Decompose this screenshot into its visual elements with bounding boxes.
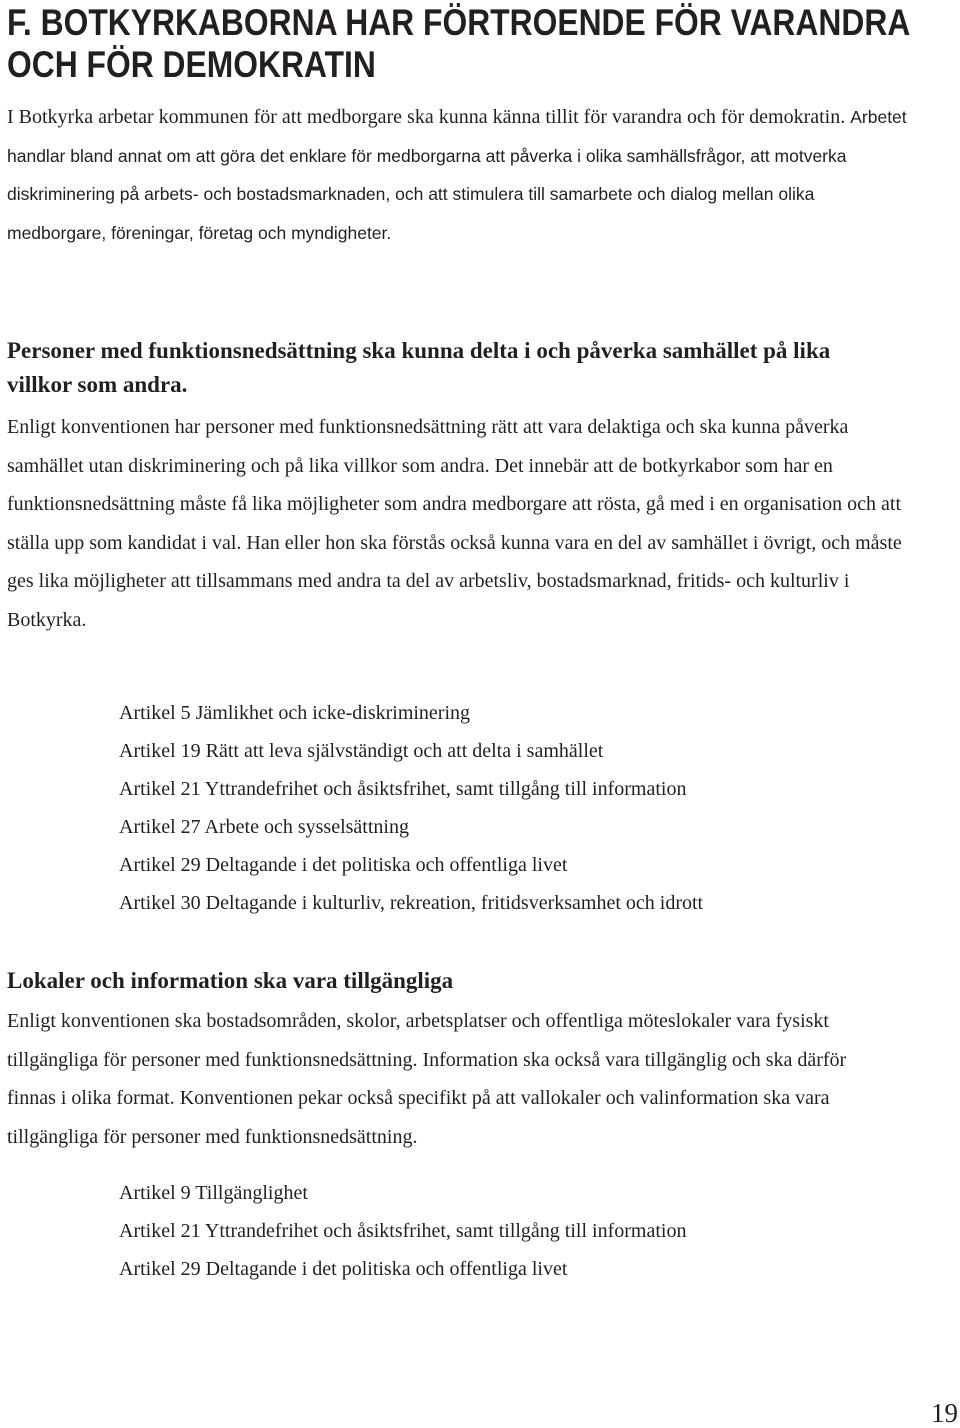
intro-paragraph [7, 98, 907, 252]
section1-article-list [119, 694, 703, 922]
list-item: Artikel 27 Arbete och sysselsättning [119, 816, 409, 838]
list-item: Artikel 9 Tillgänglighet [119, 1182, 308, 1204]
intro-rest: Arbetet handlar bland annat om att göra det enklare för medborgarna att påverka i olika samhällsfrågor, att motverka diskriminering på arbets- och bostadsmarknaden, och att stimulera till samarbete och dialog mellan olika medborgare, föreningar, företag och myndigheter. [7, 107, 907, 243]
page-title: F. BOTKYRKABORNA HAR FÖRTROENDE FÖR VARANDRA OCH FÖR DEMOKRATIN [7, 2, 910, 85]
list-item: Artikel 21 Yttrandefrihet och åsiktsfrihet, samt tillgång till information [119, 778, 687, 800]
intro-lead: I Botkyrka arbetar kommunen för att medborgare ska kunna känna tillit för varandra och för demokratin. [7, 106, 846, 128]
section2-body: Enligt konventionen ska bostadsområden, skolor, arbetsplatser och offentliga möteslokaler vara fysiskt tillgängliga för personer med funktionsnedsättning. Information ska också vara tillgänglig och ska därför finnas i olika format. Konventionen pekar också specifikt på att vallokaler och valinformation ska vara tillgängliga för personer med funktionsnedsättning. [7, 1010, 847, 1148]
list-item: Artikel 29 Deltagande i det politiska och offentliga livet [119, 1258, 568, 1280]
list-item: Artikel 29 Deltagande i det politiska och offentliga livet [119, 854, 568, 876]
list-item: Artikel 21 Yttrandefrihet och åsiktsfrihet, samt tillgång till information [119, 1220, 687, 1242]
list-item: Artikel 5 Jämlikhet och icke-diskriminering [119, 702, 471, 724]
list-item: Artikel 19 Rätt att leva självständigt och att delta i samhället [119, 740, 604, 762]
section1-body: Enligt konventionen har personer med funktionsnedsättning rätt att vara delaktiga och ska kunna påverka samhället utan diskriminering och på lika villkor som andra. Det innebär att de botkyrkabor som har en funktionsnedsättning måste få lika möjligheter som andra medborgare att rösta, gå med i en organisation och att ställa upp som kandidat i val. Han eller hon ska förstås också kunna vara en del av samhället i övrigt, och måste ges lika möjligheter att tillsammans med andra ta del av arbetsliv, bostadsmarknad, fritids- och kulturliv i Botkyrka. [7, 416, 902, 631]
section2-article-list [119, 1174, 686, 1288]
section2-heading: Lokaler och information ska vara tillgängliga [7, 968, 454, 993]
list-item: Artikel 30 Deltagande i kulturliv, rekreation, fritidsverksamhet och idrott [119, 892, 704, 914]
page-number: 19 [931, 1398, 958, 1428]
section1-heading: Personer med funktionsnedsättning ska kunna delta i och påverka samhället på lika villkor som andra. [7, 338, 831, 397]
